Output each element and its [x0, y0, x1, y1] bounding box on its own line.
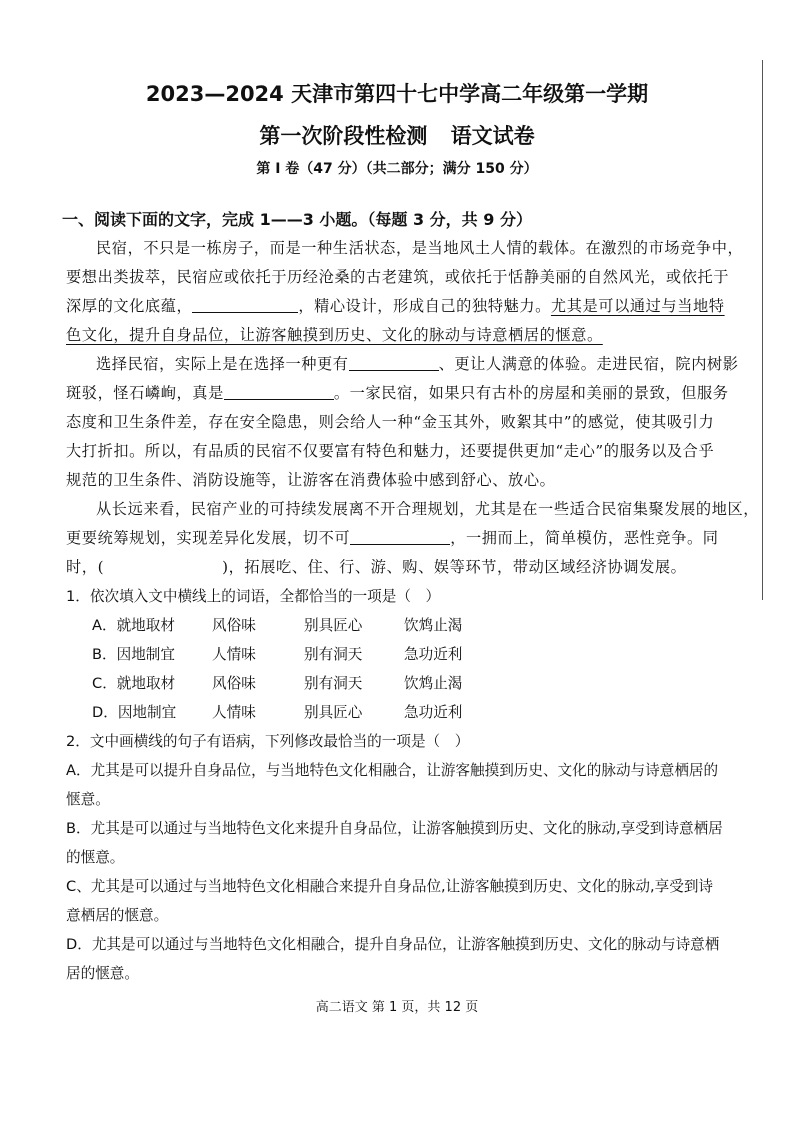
- q1-option-a: [92, 614, 462, 635]
- passage-line: 要想出类拔萃，民宿应或依托于历经沧桑的古老建筑，或依托于恬静美丽的自然风光，或依托于: [66, 268, 730, 286]
- option-word: 人情味: [212, 646, 256, 663]
- fill-blank-3: [224, 384, 334, 400]
- passage-line: [66, 382, 729, 403]
- fill-blank-4: [350, 529, 450, 545]
- question-2-stem: 2．文中画横线的句子有语病，下列修改最恰当的一项是（ ）: [66, 733, 470, 750]
- option-word: 急功近利: [404, 646, 463, 663]
- option-word: 别有洞天: [304, 646, 363, 663]
- option-word: 饮鸩止渴: [404, 617, 463, 634]
- passage-text: 选择民宿，实际上是在选择一种更有: [96, 355, 349, 373]
- fill-blank-2: [349, 355, 439, 371]
- passage-line: 态度和卫生条件差，存在安全隐患，则会给人一种“金玉其外，败絮其中”的感觉，使其吸引力: [66, 413, 715, 431]
- passage-line: 大打折扣。所以，有品质的民宿不仅要富有特色和魅力，还要提供更加“走心”的服务以及合乎: [66, 442, 715, 460]
- page-footer: 高二语文 第 1 页，共 12 页: [315, 1000, 479, 1015]
- q1-option-d: [92, 701, 462, 722]
- exam-subtitle: 第 I 卷（47 分）（共二部分；满分 150 分）: [256, 161, 538, 177]
- option-word: 风俗味: [212, 617, 256, 634]
- option-label: D．因地制宜: [92, 704, 177, 721]
- passage-text: 深厚的文化底蕴，: [66, 297, 193, 315]
- exam-header-title: 2023—2024 天津市第四十七中学高二年级第一学期: [145, 82, 649, 106]
- option-word: 别有洞天: [304, 675, 363, 692]
- q2-option-a-cont: 惬意。: [66, 791, 110, 808]
- q2-option-a: A．尤其是可以提升自身品位，与当地特色文化相融合，让游客触摸到历史、文化的脉动与诗意栖居的: [66, 762, 719, 779]
- fill-blank-1: [192, 297, 298, 313]
- question-1-stem: 1．依次填入文中横线上的词语，全都恰当的一项是（ ）: [66, 588, 441, 605]
- passage-text: )，拓展吃、住、行、游、购、娱等环节，带动区域经济协调发展。: [222, 558, 687, 576]
- option-label: C．就地取材: [92, 675, 176, 692]
- passage-line: [66, 556, 686, 577]
- passage-line: 从长远来看，民宿产业的可持续发展离不开合理规划，尤其是在一些适合民宿集聚发展的地区，: [96, 500, 760, 518]
- passage-line: [66, 295, 725, 316]
- passage-line: [66, 527, 719, 548]
- passage-line: 规范的卫生条件、消防设施等，让游客在消费体验中感到舒心、放心。: [66, 471, 556, 489]
- passage-line: [96, 353, 739, 374]
- exam-title: 第一次阶段性检测 语文试卷: [259, 124, 535, 148]
- q2-option-c: C、尤其是可以通过与当地特色文化相融合来提升自身品位,让游客触摸到历史、文化的脉动,享受到诗: [66, 878, 714, 895]
- option-label: A．就地取材: [92, 617, 175, 634]
- passage-text: 时，(: [66, 558, 105, 576]
- q1-option-b: [92, 643, 462, 664]
- passage-text: 更要统筹规划，实现差异化发展，切不可: [66, 529, 351, 547]
- q2-option-d: D．尤其是可以通过与当地特色文化相融合，提升自身品位，让游客触摸到历史、文化的脉动与诗意栖: [66, 936, 720, 953]
- option-word: 急功近利: [404, 704, 463, 721]
- passage-text: ，一拥而上，简单模仿，恶性竞争。同: [450, 529, 719, 547]
- underlined-sentence: 尤其是可以通过与当地特: [550, 297, 725, 315]
- q2-option-d-cont: 居的惬意。: [66, 965, 139, 982]
- passage-text: 斑驳，怪石嶙峋，真是: [66, 384, 224, 402]
- option-word: 饮鸩止渴: [404, 675, 463, 692]
- q2-option-b: B．尤其是可以通过与当地特色文化来提升自身品位，让游客触摸到历史、文化的脉动,享受到诗意栖居: [66, 820, 723, 837]
- passage-text: 。一家民宿，如果只有古朴的房屋和美丽的景致，但服务: [333, 384, 729, 402]
- q2-option-c-cont: 意栖居的惬意。: [66, 907, 169, 924]
- passage-text: 、更让人满意的体验。走进民宿，院内树影: [438, 355, 739, 373]
- option-word: 人情味: [212, 704, 256, 721]
- passage-line: 民宿，不只是一栋房子，而是一种生活状态，是当地风土人情的载体。在激烈的市场竞争中，: [96, 239, 744, 257]
- q1-option-c: [92, 672, 462, 693]
- option-word: 风俗味: [212, 675, 256, 692]
- passage-text: ，精心设计，形成自己的独特魅力。: [298, 297, 551, 315]
- underlined-sentence: 色文化，提升自身品位，让游客触摸到历史、文化的脉动与诗意栖居的惬意。: [66, 326, 603, 344]
- option-word: 别具匠心: [304, 704, 363, 721]
- option-word: 别具匠心: [304, 617, 363, 634]
- q2-option-b-cont: 的惬意。: [66, 849, 125, 866]
- option-label: B．因地制宜: [92, 646, 175, 663]
- section-heading: 一、阅读下面的文字，完成 1——3 小题。（每题 3 分，共 9 分）: [62, 210, 532, 229]
